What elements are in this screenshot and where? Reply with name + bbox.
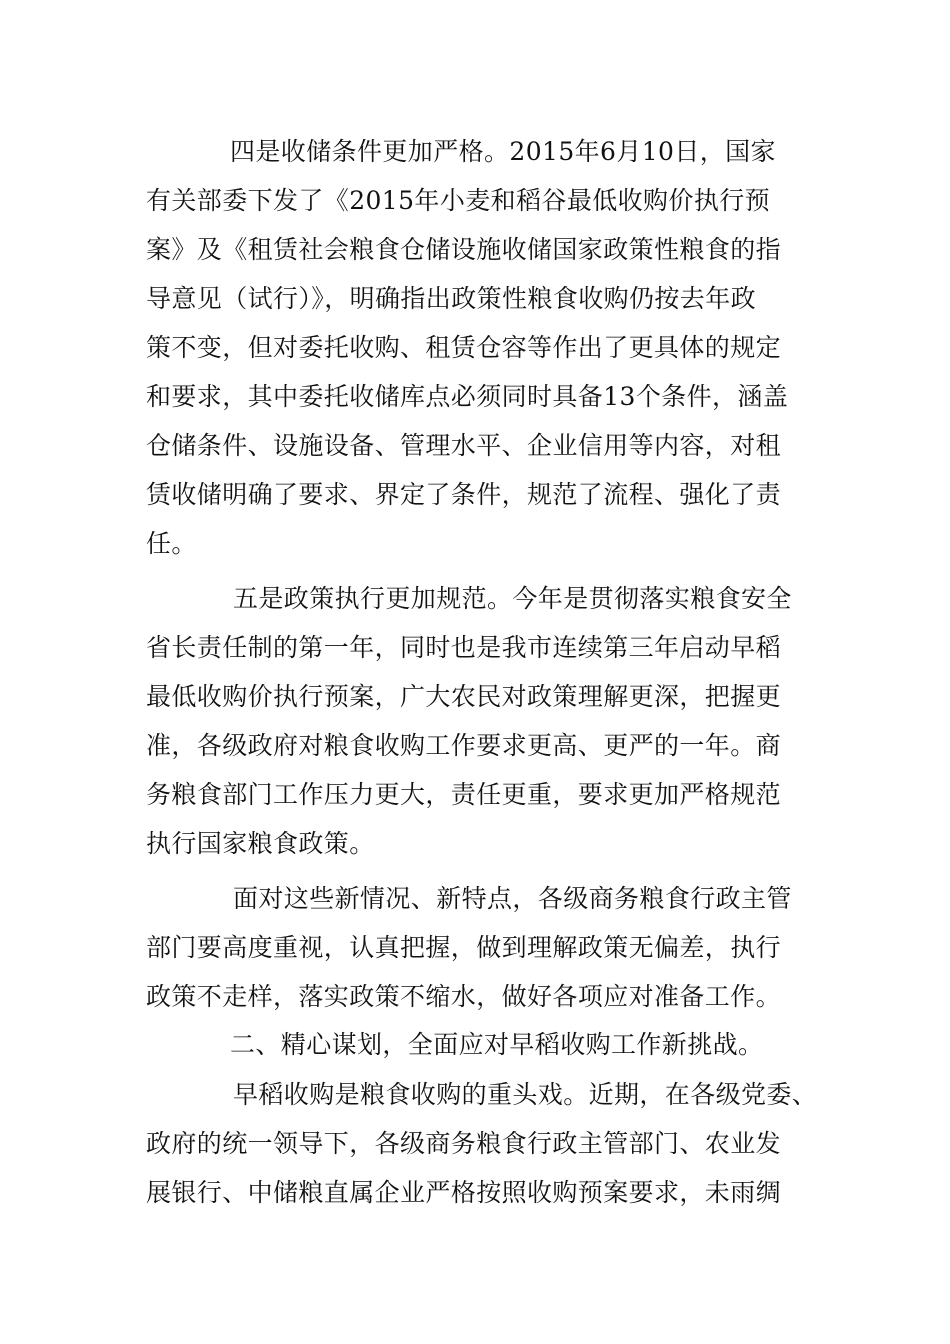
text-line: 展银行、中储粮直属企业严格按照收购预案要求，未雨绸 — [146, 1178, 782, 1207]
text-line: 导意见（试行）》，明确指出政策性粮食收购仍按去年政 — [146, 284, 757, 313]
text-line: 政府的统一领导下，各级商务粮食行政主管部门、农业发 — [146, 1129, 782, 1158]
text-line: 策不变，但对委托收购、租赁仓容等作出了更具体的规定 — [146, 333, 782, 362]
text-line: 准，各级政府对粮食收购工作要求更高、更严的一年。商 — [146, 731, 782, 760]
text-line: 有关部委下发了《2015年小麦和稻谷最低收购价执行预 — [146, 186, 771, 215]
text-line: 任。 — [146, 529, 197, 558]
text-line: 和要求，其中委托收储库点必须同时具备13个条件，涵盖 — [146, 382, 789, 411]
text-line: 五是政策执行更加规范。今年是贯彻落实粮食安全 — [233, 584, 792, 613]
text-line: 政策不走样，落实政策不缩水，做好各项应对准备工作。 — [146, 982, 782, 1011]
text-line: 早稻收购是粮食收购的重头戏。近期，在各级党委、 — [233, 1080, 818, 1109]
text-line: 仓储条件、设施设备、管理水平、企业信用等内容，对租 — [146, 431, 782, 460]
section-heading: 二、精心谋划，全面应对早稻收购工作新挑战。 — [230, 1030, 764, 1059]
text-line: 最低收购价执行预案，广大农民对政策理解更深，把握更 — [146, 682, 782, 711]
text-line: 务粮食部门工作压力更大，责任更重，要求更加严格规范 — [146, 780, 782, 809]
text-line: 案》及《租赁社会粮食仓储设施收储国家政策性粮食的指 — [146, 235, 782, 264]
text-line: 面对这些新情况、新特点，各级商务粮食行政主管 — [233, 884, 792, 913]
text-line: 四是收储条件更加严格。2015年6月10日，国家 — [230, 137, 776, 166]
text-line: 执行国家粮食政策。 — [146, 829, 375, 858]
text-line: 赁收储明确了要求、界定了条件，规范了流程、强化了责 — [146, 480, 782, 509]
text-line: 部门要高度重视，认真把握，做到理解政策无偏差，执行 — [146, 933, 782, 962]
text-line: 省长责任制的第一年，同时也是我市连续第三年启动早稻 — [146, 633, 782, 662]
